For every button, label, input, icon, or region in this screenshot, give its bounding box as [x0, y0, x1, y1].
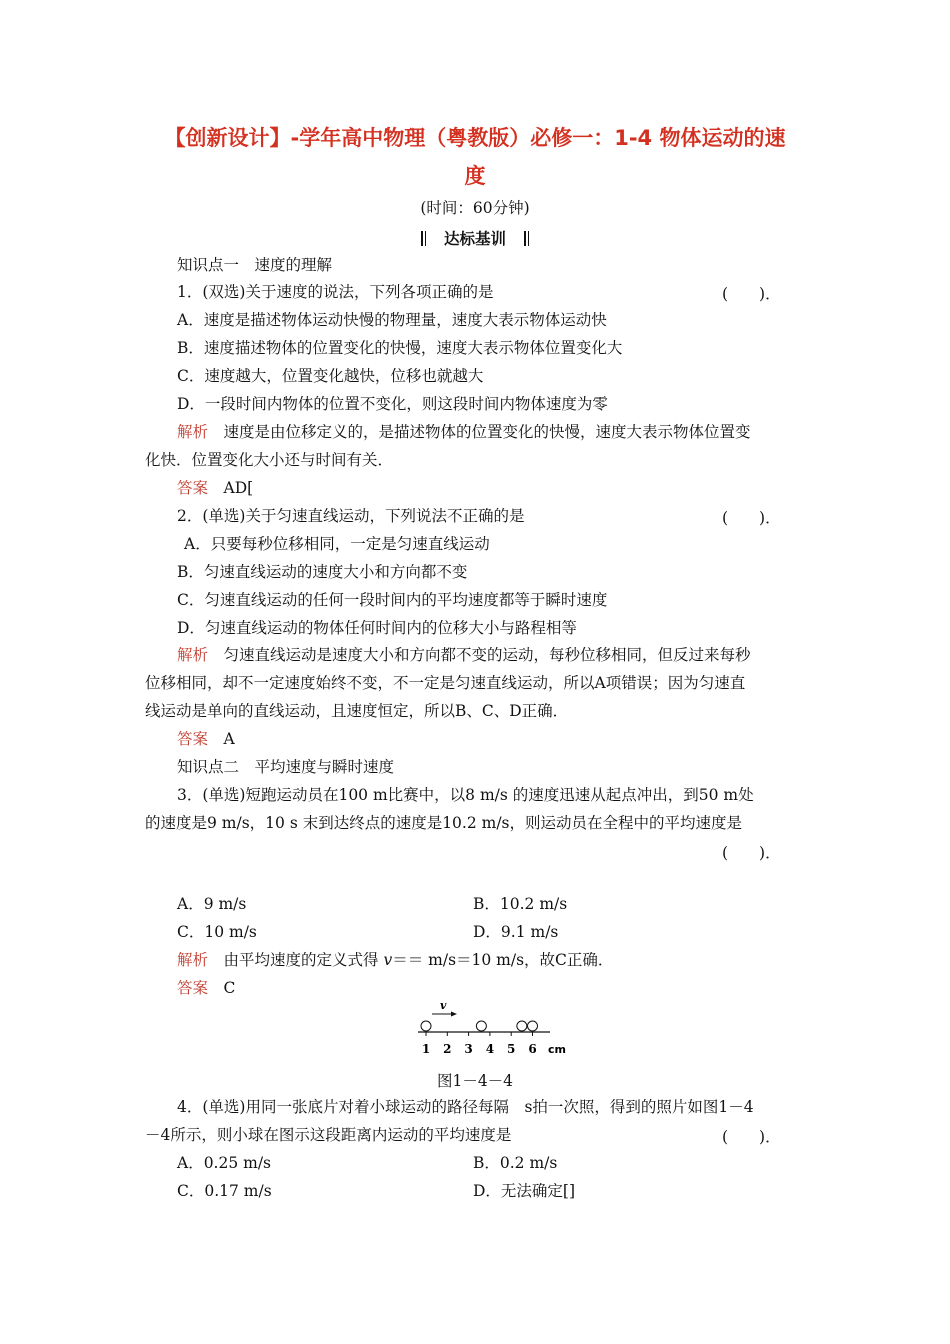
q2-stem: 2．(单选)关于匀速直线运动，下列说法不正确的是	[177, 507, 525, 525]
q1-option-c: C．速度越大，位置变化越快，位移也就越大	[177, 367, 484, 385]
q2-analysis	[177, 645, 751, 665]
q3-answer-label: 答案	[177, 979, 209, 997]
q1-analysis	[177, 422, 751, 442]
q1-answer	[177, 478, 253, 498]
q2-option-c: C．匀速直线运动的任何一段时间内的平均速度都等于瞬时速度	[177, 591, 608, 609]
q1-option-b: B．速度描述物体的位置变化的快慢，速度大表示物体位置变化大	[177, 339, 623, 357]
q4-answer-paren: ( )．	[722, 1128, 781, 1146]
q4-stem-2: －4所示，则小球在图示这段距离内运动的平均速度是	[145, 1126, 512, 1144]
figure-caption: 图1－4－4	[436, 1072, 514, 1090]
q2-answer	[177, 729, 235, 749]
q3-option-a: A．9 m/s	[177, 895, 247, 913]
q2-answer-value: A	[223, 730, 235, 748]
q3-analysis-pre: 由平均速度的定义式得	[223, 951, 384, 969]
q1-answer-value: AD[	[223, 479, 254, 497]
q3-option-c: C．10 m/s	[177, 923, 257, 941]
q3-answer-value: C	[223, 979, 236, 997]
q1-analysis-cont: 化快．位置变化大小还与时间有关．	[145, 451, 394, 469]
figure-ball-positions	[410, 1000, 580, 1062]
ball-2	[476, 1021, 486, 1031]
q1-stem: 1．(双选)关于速度的说法，下列各项正确的是	[177, 283, 494, 301]
knowledge-point-2: 知识点二 平均速度与瞬时速度	[177, 758, 395, 776]
q2-answer-paren: ( )．	[722, 509, 781, 527]
q2-analysis-cont-2: 线运动是单向的直线运动，且速度恒定，所以B、C、D正确．	[145, 702, 569, 720]
q3-analysis	[177, 950, 613, 970]
q1-option-d: D．一段时间内物体的位置不变化，则这段时间内物体速度为零	[177, 395, 608, 413]
section-bar-right-thin	[528, 231, 529, 246]
q3-stem-2: 的速度是9 m/s，10 s 末到达终点的速度是10.2 m/s，则运动员在全程中的平均速度是	[145, 814, 743, 832]
document-title-line-2: 度	[464, 164, 486, 188]
section-bar-left-thin	[425, 231, 426, 246]
q3-analysis-post: ＝＝ m/s＝10 m/s，故C正确．	[392, 951, 614, 969]
section-bar-left-thick	[421, 231, 423, 246]
section-title: 达标基训	[443, 230, 506, 248]
q2-option-a: A．只要每秒位移相同，一定是匀速直线运动	[184, 535, 490, 553]
q2-answer-label: 答案	[177, 730, 209, 748]
ball-3	[517, 1021, 527, 1031]
q3-option-b: B．10.2 m/s	[473, 895, 568, 913]
velocity-label: v	[440, 1000, 447, 1012]
q3-analysis-var: v	[383, 951, 393, 969]
q3-option-d: D．9.1 m/s	[473, 923, 559, 941]
q4-option-a: A．0.25 m/s	[177, 1154, 272, 1172]
velocity-arrow-head	[451, 1012, 457, 1017]
q2-analysis-cont-1: 位移相同，却不一定速度始终不变，不一定是匀速直线运动，所以A项错误；因为匀速直	[145, 674, 746, 692]
section-header	[0, 227, 950, 249]
ruler-label-1: 1	[421, 1042, 431, 1056]
knowledge-point-1: 知识点一 速度的理解	[177, 256, 333, 274]
q4-option-c: C．0.17 m/s	[177, 1182, 272, 1200]
q4-option-b: B．0.2 m/s	[473, 1154, 558, 1172]
q4-option-d: D．无法确定[]	[473, 1182, 576, 1200]
q2-analysis-label: 解析	[177, 646, 209, 664]
ruler-label-6: 6	[528, 1042, 537, 1056]
q4-stem-1: 4．(单选)用同一张底片对着小球运动的路径每隔 s拍一次照，得到的照片如图1－4	[177, 1098, 754, 1116]
ruler-label-5: 5	[507, 1042, 516, 1056]
q1-answer-paren: ( )．	[722, 285, 781, 303]
ball-1	[421, 1021, 431, 1031]
q1-analysis-label: 解析	[177, 423, 209, 441]
section-bar-right-thick	[524, 231, 526, 246]
q3-analysis-label: 解析	[177, 951, 209, 969]
document-title-line-1: 【创新设计】-学年高中物理（粤教版）必修一：1-4 物体运动的速	[164, 126, 786, 150]
ruler-unit: cm	[548, 1043, 566, 1056]
q3-answer	[177, 978, 235, 998]
q2-option-d: D．匀速直线运动的物体任何时间内的位移大小与路程相等	[177, 619, 577, 637]
q3-stem-1: 3．(单选)短跑运动员在100 m比赛中，以8 m/s 的速度迅速从起点冲出，到50 m处	[177, 786, 754, 804]
ruler-label-4: 4	[485, 1042, 495, 1056]
q1-analysis-text: 速度是由位移定义的，是描述物体的位置变化的快慢，速度大表示物体位置变	[223, 423, 751, 441]
time-note: (时间：60分钟)	[420, 199, 530, 217]
q2-analysis-text: 匀速直线运动是速度大小和方向都不变的运动，每秒位移相同，但反过来每秒	[223, 646, 751, 664]
q1-option-a: A．速度是描述物体运动快慢的物理量，速度大表示物体运动快	[177, 311, 607, 329]
q1-answer-label: 答案	[177, 479, 209, 497]
q3-answer-paren: ( )．	[722, 844, 781, 862]
ball-4	[528, 1021, 538, 1031]
q2-option-b: B．匀速直线运动的速度大小和方向都不变	[177, 563, 468, 581]
ruler-label-2: 2	[443, 1042, 452, 1056]
ruler-label-3: 3	[464, 1042, 473, 1056]
